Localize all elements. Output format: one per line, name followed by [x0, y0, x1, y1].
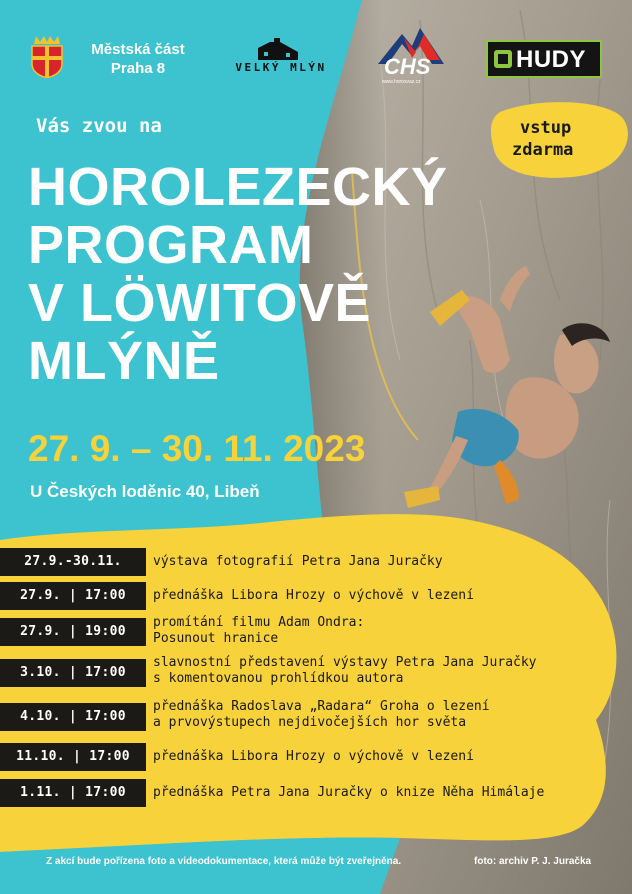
footer-note: Z akcí bude pořízena foto a videodokumentace, která může být zveřejněna.: [46, 856, 402, 867]
praha8-crest-icon: [30, 34, 64, 78]
event-dates: 27. 9. – 30. 11. 2023: [28, 428, 366, 469]
schedule-desc-line: Posunout hranice: [153, 631, 279, 646]
schedule-desc-line: výstava fotografií Petra Jana Juračky: [153, 554, 443, 569]
district-line2: Praha 8: [110, 60, 166, 77]
hudy-logo: [486, 40, 602, 78]
hudy-text: HUDY: [516, 46, 587, 73]
free-entry-line1: vstup: [520, 118, 572, 138]
title-line: V LÖWITOVĚ: [28, 273, 372, 333]
schedule-desc: [153, 615, 364, 647]
title-line: HOROLEZECKÝ: [28, 157, 448, 217]
mill-icon: [256, 38, 300, 60]
schedule-time: 4.10. | 17:00: [0, 703, 146, 731]
event-address: U Českých loděnic 40, Libeň: [30, 482, 260, 501]
photo-credit: foto: archiv P. J. Juračka: [474, 856, 592, 867]
schedule-desc: [153, 588, 474, 604]
invite-text: Vás zvou na: [36, 115, 162, 137]
event-title: [28, 158, 448, 390]
velky-mlyn-logo: [220, 38, 342, 80]
schedule-time: 11.10. | 17:00: [0, 743, 146, 771]
schedule-time: 27.9. | 17:00: [0, 582, 146, 610]
schedule-time: 1.11. | 17:00: [0, 779, 146, 807]
schedule-desc-line: a prvovýstupech nejdivočejších hor světa: [153, 715, 467, 730]
schedule-desc: [153, 554, 443, 570]
free-entry-badge: [496, 113, 632, 171]
schedule-time: 3.10. | 17:00: [0, 659, 146, 687]
velky-mlyn-text: VELKÝ MLÝN: [235, 61, 327, 74]
schedule-desc: [153, 699, 490, 731]
schedule-desc-line: přednáška Petra Jana Juračky o knize Něha Himálaje: [153, 785, 545, 800]
praha8-logo-text: [76, 40, 200, 78]
schedule-desc-line: přednáška Libora Hrozy o výchově v lezení: [153, 588, 474, 603]
schedule-desc-line: přednáška Radoslava „Radara“ Groha o lezení: [153, 699, 490, 714]
hudy-square-icon: [494, 50, 512, 68]
schedule-desc-line: promítání filmu Adam Ondra:: [153, 615, 365, 630]
schedule-desc-line: slavnostní představení výstavy Petra Jana Juračky: [153, 655, 537, 670]
schedule-desc: [153, 749, 474, 765]
schedule-desc-line: s komentovanou prohlídkou autora: [153, 671, 404, 686]
title-line: MLÝNĚ: [28, 331, 220, 391]
schedule-desc-line: přednáška Libora Hrozy o výchově v lezení: [153, 749, 474, 764]
schedule-desc: [153, 655, 537, 687]
schedule-time: 27.9. | 19:00: [0, 618, 146, 646]
schedule-desc: [153, 785, 544, 801]
chs-url: www.horosvaz.cz: [382, 79, 421, 85]
free-entry-line2: zdarma: [512, 140, 574, 160]
district-line1: Městská část: [91, 41, 185, 58]
chs-text: CHS: [384, 54, 431, 79]
chs-logo: [374, 24, 448, 88]
schedule-time: 27.9.-30.11.: [0, 548, 146, 576]
title-line: PROGRAM: [28, 215, 314, 275]
